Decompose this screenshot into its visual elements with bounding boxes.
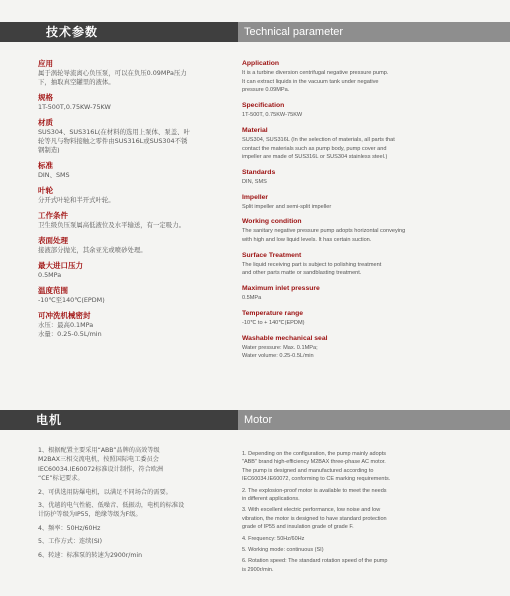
param-item bbox=[38, 185, 233, 205]
param-text: It is a turbine diversion centrifugal negative pressure pump. It can extract liquids in the vacuum tank under negative pressure 0.09MPa. bbox=[242, 70, 389, 94]
param-heading: 工作条件 bbox=[38, 211, 68, 220]
param-item bbox=[38, 117, 233, 155]
param-text: Split impeller and semi-split impeller bbox=[242, 203, 332, 210]
param-item bbox=[242, 308, 482, 328]
param-item bbox=[38, 310, 233, 339]
param-heading: 表面处理 bbox=[38, 236, 68, 245]
param-text: DIN、SMS bbox=[38, 171, 70, 179]
param-text: The sanitary negative pressure pump adopts horizontal conveying with high and low liquid levels. It has certain suction. bbox=[242, 228, 406, 244]
param-item bbox=[38, 160, 233, 180]
list-item: 3、优越的电气性能、低噪音、低振动，电机的标准设 计防护等级为IP55，绝缘等级为F级。 bbox=[38, 502, 185, 519]
list-item: 1、根据配置主要采用“ABB”品牌的高效等级 M2BAX三相交流电机，按照国际电工委员会 IEC60034.IE60072标准设计制作，符合欧洲 “CE”标记要求。 bbox=[38, 447, 164, 483]
param-heading: 应用 bbox=[38, 59, 53, 68]
param-item bbox=[38, 235, 233, 255]
param-text: SUS304、SUS316L(在材料的选用上泵体、泵盖、叶 轮等凡与物料接触之零件由SUS316L或SUS304不锈 钢制造) bbox=[38, 128, 190, 154]
param-text: 接液部分抛光，其余亚光或喷砂处理。 bbox=[38, 246, 147, 254]
param-text: DIN, SMS bbox=[242, 178, 267, 185]
param-text: -10℃至140℃(EPDM) bbox=[38, 296, 105, 304]
param-text: 0.5MPa bbox=[242, 295, 262, 302]
param-item bbox=[242, 167, 482, 187]
param-item bbox=[242, 58, 482, 95]
param-heading: Surface Treatment bbox=[242, 251, 302, 259]
param-text: 0.5MPa bbox=[38, 271, 62, 279]
list-item: 4. Frequency: 50Hz/60Hz bbox=[242, 535, 305, 542]
param-heading: Temperature range bbox=[242, 309, 304, 317]
param-heading: Material bbox=[242, 126, 268, 134]
list-item: 1. Depending on the configuration, the pump mainly adopts "ABB" brand high-efficiency M2BAX three-phase AC motor. The pump is designed and manufactured according to IEC60034.IE60072, conforming to CE marking requirements. bbox=[242, 451, 391, 483]
param-heading: Washable mechanical seal bbox=[242, 334, 328, 342]
param-text: 1T-500T, 0.75KW-75KW bbox=[242, 112, 303, 119]
param-text: 分开式叶轮和半开式叶轮。 bbox=[38, 196, 115, 204]
list-item: 5. Working mode: continuous (SI) bbox=[242, 547, 324, 554]
param-heading: Specification bbox=[242, 102, 285, 110]
param-text: 属于涡轮导流离心负压泵，可以在负压0.09MPa压力 下，抽取真空罐里的液体。 bbox=[38, 69, 187, 86]
list-item: 5、工作方式：连续(SI) bbox=[38, 538, 103, 546]
param-heading: 规格 bbox=[38, 93, 53, 102]
motor-title-cn: 电机 bbox=[0, 410, 238, 430]
param-item bbox=[38, 92, 233, 112]
param-item bbox=[242, 283, 482, 303]
tech-title-en: Technical parameter bbox=[238, 22, 510, 42]
list-item: 6、转速：标准泵的转速为2900r/min bbox=[38, 551, 143, 559]
motor-section-header bbox=[0, 410, 510, 430]
list-item: 3. With excellent electric performance, low noise and low vibration, the motor is designed to have standard protection grade of IP55 and insulation grade of grade F. bbox=[242, 507, 387, 531]
list-item: 6. Rotation speed: The standard rotation speed of the pump is 2900r/min. bbox=[242, 558, 388, 573]
param-heading: 叶轮 bbox=[38, 186, 53, 195]
list-item: 4、频率：50Hz/60Hz bbox=[38, 524, 101, 532]
param-text: Water pressure: Max. 0.1MPa; Water volume: 0.25-0.5L/min bbox=[242, 344, 318, 360]
param-item bbox=[38, 285, 233, 305]
param-heading: 标准 bbox=[38, 161, 53, 170]
param-heading: Application bbox=[242, 60, 280, 67]
tech-section-header bbox=[0, 22, 510, 42]
param-item bbox=[38, 58, 233, 87]
param-text: The liquid receiving part is subject to polishing treatment and other parts matte or sandblasting treatment. bbox=[242, 261, 382, 277]
param-text: SUS304, SUS316L (In the selection of materials, all parts that contact the materials such as pump body, pump cover and impeller are made of SUS316L or SUS304 stainless steel.) bbox=[242, 136, 395, 161]
param-heading: Standards bbox=[242, 168, 276, 176]
motor-list-cn bbox=[38, 446, 218, 564]
param-heading: Maximum inlet pressure bbox=[242, 285, 320, 293]
param-item bbox=[242, 192, 482, 212]
param-item bbox=[38, 210, 233, 230]
list-item: 2、可供选用防爆电机，以满足不同场合的需要。 bbox=[38, 488, 172, 496]
motor-title-en: Motor bbox=[238, 410, 510, 430]
tech-params-cn bbox=[38, 58, 233, 344]
param-item bbox=[242, 333, 482, 361]
param-item bbox=[242, 100, 482, 120]
param-heading: 最大进口压力 bbox=[38, 261, 83, 270]
list-item: 2. The explosion-proof motor is available to meet the needs in different applications. bbox=[242, 487, 387, 503]
tech-params-en bbox=[242, 58, 482, 366]
motor-list-en bbox=[242, 450, 472, 577]
param-text: 水压：最高0.1MPa 水量：0.25-0.5L/min bbox=[38, 321, 102, 338]
param-heading: 材质 bbox=[38, 118, 53, 127]
param-item bbox=[242, 125, 482, 162]
param-heading: Working condition bbox=[242, 218, 302, 226]
param-item bbox=[38, 260, 233, 280]
param-text: 1T-500T,0.75KW-75KW bbox=[38, 103, 111, 111]
param-heading: 可冲洗机械密封 bbox=[38, 311, 91, 320]
tech-title-cn: 技术参数 bbox=[0, 22, 238, 42]
param-item bbox=[242, 216, 482, 244]
param-heading: 温度范围 bbox=[38, 286, 68, 295]
param-text: 卫生级负压泵属高低液位及水平输送，有一定吸力。 bbox=[38, 221, 185, 229]
param-item bbox=[242, 250, 482, 278]
param-text: -10℃ to + 140℃(EPDM) bbox=[242, 319, 305, 326]
param-heading: Impeller bbox=[242, 193, 269, 201]
